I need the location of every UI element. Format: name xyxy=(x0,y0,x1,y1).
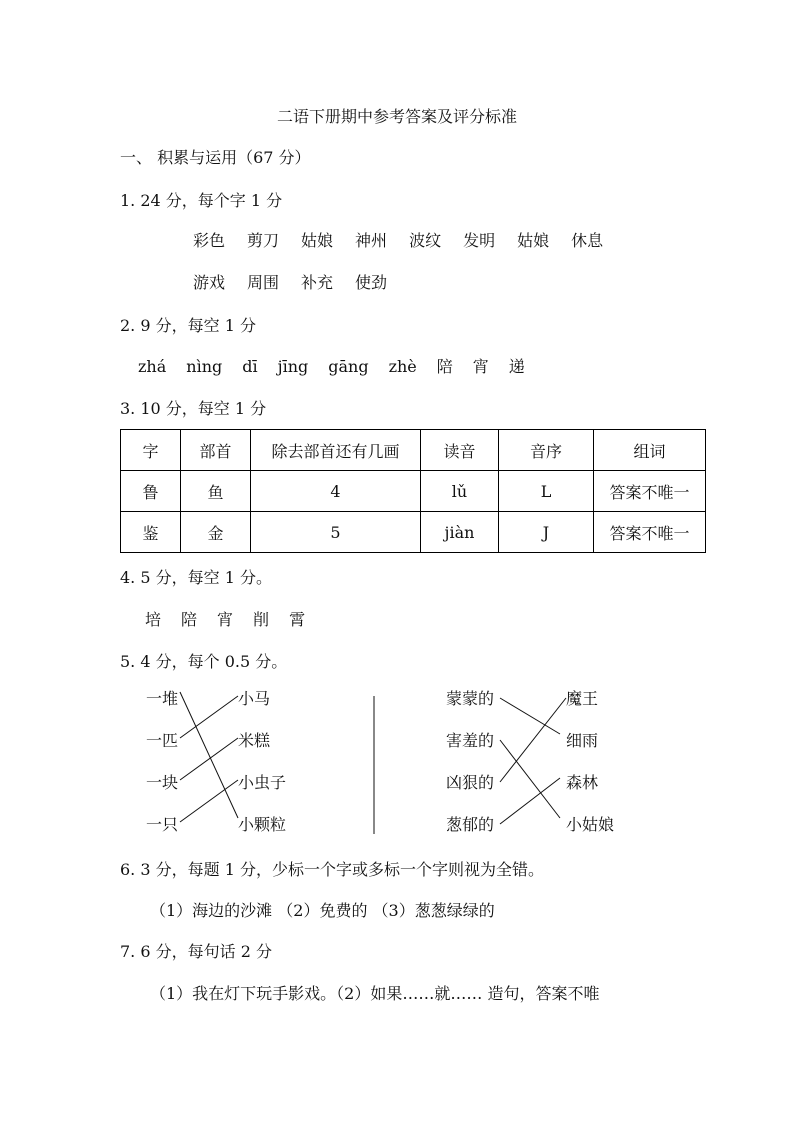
match-line xyxy=(500,698,566,782)
q2-item: jīng xyxy=(277,357,309,376)
match-line xyxy=(180,696,238,738)
q1-word: 休息 xyxy=(571,231,604,250)
table-row xyxy=(121,512,706,553)
q1-word: 补充 xyxy=(301,273,334,292)
q6-answer: （1）海边的沙滩 （2）免费的 （3）葱葱绿绿的 xyxy=(150,901,495,920)
match-left-b: 小虫子 xyxy=(238,773,287,792)
q1-word: 波纹 xyxy=(409,231,442,250)
q2-item: 陪 xyxy=(436,357,453,376)
match-left-a: 一块 xyxy=(146,773,179,792)
q2-item: dī xyxy=(242,357,258,376)
match-right-b: 小姑娘 xyxy=(566,815,615,834)
q1-row2 xyxy=(193,273,409,293)
table-header-cell: 部首 xyxy=(181,430,251,471)
match-line xyxy=(180,780,238,822)
q2-item: 递 xyxy=(508,357,525,376)
table-cell: L xyxy=(499,471,594,512)
match-right-b: 魔王 xyxy=(566,689,599,708)
q7-answer: （1）我在灯下玩手影戏。（2）如果……就…… 造句，答案不唯 xyxy=(150,984,600,1003)
match-right-b: 细雨 xyxy=(566,731,599,750)
table-header-cell: 字 xyxy=(121,430,181,471)
match-left-a: 一匹 xyxy=(146,731,179,750)
q1-word: 发明 xyxy=(463,231,496,250)
q4-item: 陪 xyxy=(181,610,198,629)
q1-word: 周围 xyxy=(247,273,280,292)
table-cell: 鉴 xyxy=(121,512,181,553)
answer-table xyxy=(120,429,706,553)
table-cell: jiàn xyxy=(421,512,499,553)
q1-word: 彩色 xyxy=(193,231,226,250)
q1-heading: 1. 24 分，每个字 1 分 xyxy=(120,191,283,210)
match-left-a: 一堆 xyxy=(146,689,179,708)
table-cell: lǔ xyxy=(421,471,499,512)
table-cell: 答案不唯一 xyxy=(594,471,706,512)
q4-heading: 4. 5 分，每空 1 分。 xyxy=(120,568,272,587)
q6-heading: 6. 3 分，每题 1 分，少标一个字或多标一个字则视为全错。 xyxy=(120,860,544,879)
q2-item: zhá xyxy=(138,357,167,376)
q1-word: 姑娘 xyxy=(301,231,334,250)
q7-heading: 7. 6 分，每句话 2 分 xyxy=(120,942,272,961)
q5-heading: 5. 4 分，每个 0.5 分。 xyxy=(120,652,288,671)
table-cell: 金 xyxy=(181,512,251,553)
matching-diagram xyxy=(120,682,680,842)
table-cell: 5 xyxy=(251,512,421,553)
table-cell: 答案不唯一 xyxy=(594,512,706,553)
q2-heading: 2. 9 分，每空 1 分 xyxy=(120,316,256,335)
q2-item: 宵 xyxy=(472,357,489,376)
table-cell: 4 xyxy=(251,471,421,512)
table-cell: 鱼 xyxy=(181,471,251,512)
table-header-cell: 除去部首还有几画 xyxy=(251,430,421,471)
match-line xyxy=(180,692,238,818)
q1-word: 游戏 xyxy=(193,273,226,292)
q1-row1 xyxy=(193,231,625,251)
table-cell: J xyxy=(499,512,594,553)
match-left-b: 小马 xyxy=(238,689,271,708)
table-header-cell: 组词 xyxy=(594,430,706,471)
match-line xyxy=(500,778,560,824)
table-header-cell: 音序 xyxy=(499,430,594,471)
section-heading: 一、 积累与运用（67 分） xyxy=(120,148,311,167)
q1-word: 使劲 xyxy=(355,273,388,292)
q2-item: gāng xyxy=(328,357,369,376)
q2-item: nìng xyxy=(186,357,223,376)
q1-word: 剪刀 xyxy=(247,231,280,250)
table-header-row xyxy=(121,430,706,471)
q4-item: 削 xyxy=(253,610,270,629)
page-title: 二语下册期中参考答案及评分标准 xyxy=(276,107,517,126)
q4-item: 宵 xyxy=(217,610,234,629)
q4-answers xyxy=(145,610,325,630)
match-left-b: 米糕 xyxy=(238,731,271,750)
table-cell: 鲁 xyxy=(121,471,181,512)
q1-word: 神州 xyxy=(355,231,388,250)
q1-word: 姑娘 xyxy=(517,231,550,250)
q2-answers xyxy=(138,357,545,377)
match-right-a: 凶狠的 xyxy=(446,773,495,792)
match-line xyxy=(500,740,560,818)
table-header-cell: 读音 xyxy=(421,430,499,471)
match-left-a: 一只 xyxy=(146,815,179,834)
match-right-a: 葱郁的 xyxy=(446,815,495,834)
q4-item: 培 xyxy=(145,610,162,629)
match-right-a: 蒙蒙的 xyxy=(446,689,495,708)
match-line xyxy=(500,698,560,734)
q4-item: 霄 xyxy=(289,610,306,629)
table-row xyxy=(121,471,706,512)
match-right-b: 森林 xyxy=(566,773,599,792)
match-line xyxy=(180,738,238,780)
q2-item: zhè xyxy=(388,357,417,376)
match-left-b: 小颗粒 xyxy=(238,815,287,834)
match-right-a: 害羞的 xyxy=(446,731,495,750)
q3-heading: 3. 10 分，每空 1 分 xyxy=(120,399,267,418)
